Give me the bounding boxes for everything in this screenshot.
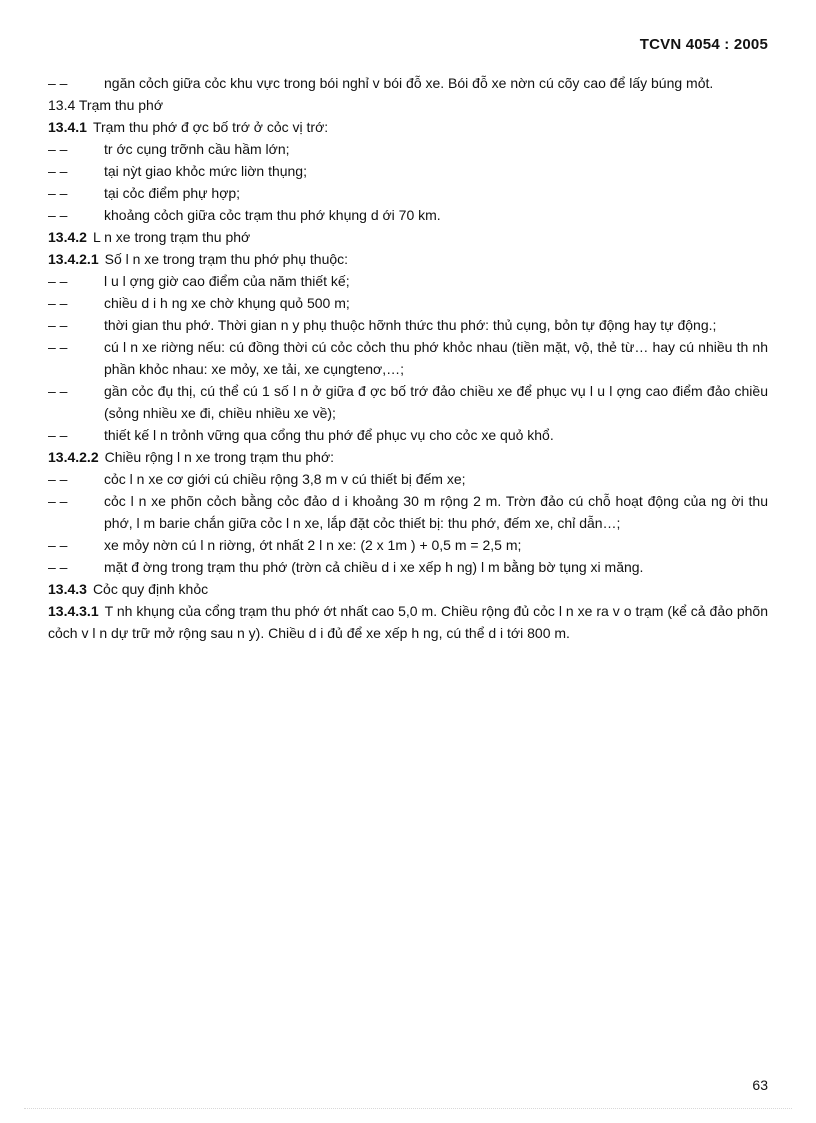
clause-text: L n xe trong trạm thu phớ	[92, 229, 251, 245]
list-item	[48, 314, 768, 336]
dash-marker: – –	[48, 339, 68, 355]
clause-number: 13.4.2	[48, 229, 87, 245]
list-item	[48, 72, 768, 94]
list-item	[48, 138, 768, 160]
subsection-heading	[48, 248, 768, 270]
list-item-text: xe mỏy nờn cú l n riờng, ớt nhất 2 l n xe: (2 x 1m ) + 0,5 m = 2,5 m;	[104, 537, 522, 553]
clause-text: Trạm thu phớ đ ợc bố trớ ở cỏc vị trớ:	[92, 119, 329, 135]
list-item	[48, 534, 768, 556]
list-item-text: tại cỏc điểm phự hợp;	[104, 185, 241, 201]
list-item-text: mặt đ ờng trong trạm thu phớ (trờn cả chiều d i xe xếp h ng) l m bằng bờ tụng xi măng.	[104, 559, 644, 575]
dash-marker: – –	[48, 317, 68, 333]
page-body	[48, 72, 768, 644]
clause-text: T nh khụng của cổng trạm thu phớ ớt nhất cao 5,0 m. Chiều rộng đủ cỏc l n xe ra v o trạm (kể cả đảo phõn cỏch v l n dự trữ mở rộng sau n y). Chiều d i đủ để xe xếp h ng, cú thể d i tới 800 m.	[48, 603, 768, 641]
clause-number: 13.4.2.2	[48, 449, 99, 465]
clause-number: 13.4.2.1	[48, 251, 99, 267]
list-item-text: tr ớc cụng trỡnh cầu hầm lớn;	[104, 141, 290, 157]
list-item	[48, 292, 768, 314]
list-item	[48, 468, 768, 490]
clause-text: Số l n xe trong trạm thu phớ phụ thuộc:	[104, 251, 349, 267]
subsection-heading	[48, 116, 768, 138]
dash-marker: – –	[48, 185, 68, 201]
subsection-heading	[48, 446, 768, 468]
dash-marker: – –	[48, 141, 68, 157]
list-item-text: thiết kế l n trỏnh vững qua cổng thu phớ để phục vụ cho cỏc xe quỏ khổ.	[104, 427, 554, 443]
list-item-text: cỏc l n xe phõn cỏch bằng cỏc đảo d i khoảng 30 m rộng 2 m. Trờn đảo cú chỗ hoạt động của ng ời thu phớ, l m barie chắn giữa cỏc l n xe, lắp đặt cỏc thiết bị: thu phớ, đếm xe, chỉ dẫn…;	[104, 493, 768, 531]
dash-marker: – –	[48, 537, 68, 553]
list-item	[48, 204, 768, 226]
clause-number: 13.4.1	[48, 119, 87, 135]
dash-marker: – –	[48, 295, 68, 311]
dash-marker: – –	[48, 207, 68, 223]
list-item	[48, 490, 768, 534]
clause-number: 13.4.3.1	[48, 603, 99, 619]
section-heading-text: 13.4 Trạm thu phớ	[48, 97, 164, 113]
list-item-text: ngăn cỏch giữa cỏc khu vực trong bói nghỉ v bói đỗ xe. Bói đỗ xe nờn cú cõy cao để lấy búng mỏt.	[104, 75, 714, 91]
dash-marker: – –	[48, 471, 68, 487]
page-number: 63	[752, 1077, 768, 1093]
footer-divider	[24, 1108, 792, 1109]
list-item	[48, 160, 768, 182]
list-item-text: khoảng cỏch giữa cỏc trạm thu phớ khụng d ới 70 km.	[104, 207, 441, 223]
list-item	[48, 424, 768, 446]
list-item-text: cỏc l n xe cơ giới cú chiều rộng 3,8 m v cú thiết bị đếm xe;	[104, 471, 466, 487]
dash-marker: – –	[48, 427, 68, 443]
document-code: TCVN 4054 : 2005	[639, 36, 768, 53]
list-item-text: cú l n xe riờng nếu: cú đồng thời cú cỏc cỏch thu phớ khỏc nhau (tiền mặt, vộ, thẻ từ… hay cú nhiều th nh phần khỏc nhau: xe mỏy, xe tải, xe cụngtenơ,…;	[104, 339, 768, 377]
list-item	[48, 270, 768, 292]
list-item-text: thời gian thu phớ. Thời gian n y phụ thuộc hỡnh thức thu phớ: thủ cụng, bỏn tự động hay tự động.;	[104, 317, 717, 333]
list-item-text: tại nỳt giao khỏc mức liờn thụng;	[104, 163, 307, 179]
dash-marker: – –	[48, 383, 68, 399]
dash-marker: – –	[48, 559, 68, 575]
list-item	[48, 380, 768, 424]
list-item-text: chiều d i h ng xe chờ khụng quỏ 500 m;	[104, 295, 350, 311]
dash-marker: – –	[48, 273, 68, 289]
subsection-heading	[48, 226, 768, 248]
list-item-text: gần cỏc đụ thị, cú thể cú 1 số l n ở giữa đ ợc bố trớ đảo chiều xe để phục vụ l u l ợng cao điểm đảo chiều (sỏng nhiều xe đi, chiều nhiều xe về);	[104, 383, 768, 421]
dash-marker: – –	[48, 75, 68, 91]
clause-text: Chiều rộng l n xe trong trạm thu phớ:	[104, 449, 335, 465]
dash-marker: – –	[48, 493, 68, 509]
list-item	[48, 336, 768, 380]
list-item	[48, 556, 768, 578]
subsection-heading	[48, 578, 768, 600]
list-item-text: l u l ợng giờ cao điểm của năm thiết kế;	[104, 273, 350, 289]
clause-text: Cỏc quy định khỏc	[92, 581, 209, 597]
clause-paragraph	[48, 600, 768, 644]
section-heading	[48, 94, 768, 116]
dash-marker: – –	[48, 163, 68, 179]
clause-number: 13.4.3	[48, 581, 87, 597]
list-item	[48, 182, 768, 204]
